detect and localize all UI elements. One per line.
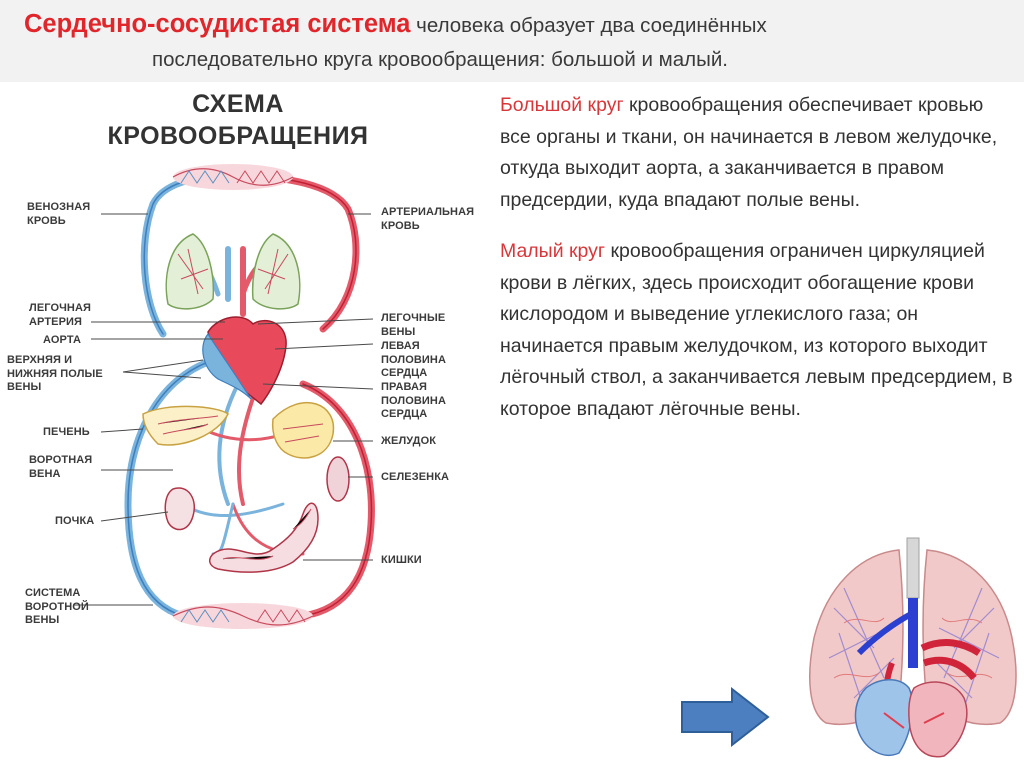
diagram-title-line1: СХЕМА	[192, 90, 284, 118]
label-portal-system: СИСТЕМА ВОРОТНОЙ ВЕНЫ	[25, 587, 89, 626]
diagram-title-line2: КРОВООБРАЩЕНИЯ	[107, 122, 369, 150]
systemic-circulation-term: Большой круг	[500, 94, 624, 116]
pulmonary-circulation-term: Малый круг	[500, 240, 606, 262]
label-pulmonary-artery: ЛЕГОЧНАЯ АРТЕРИЯ	[29, 302, 92, 328]
header-bar	[0, 0, 1024, 82]
title-highlight: Сердечно-сосудистая система	[24, 10, 411, 38]
description-text	[500, 90, 1015, 445]
label-portal-vein: ВОРОТНАЯ ВЕНА	[29, 454, 93, 480]
right-arrow-icon[interactable]	[680, 686, 772, 748]
label-venous-blood: ВЕНОЗНАЯ КРОВЬ	[27, 201, 91, 227]
label-spleen: СЕЛЕЗЕНКА	[381, 471, 450, 483]
title-rest: человека образует два соединённых	[410, 14, 767, 37]
label-arterial-blood: АРТЕРИАЛЬНАЯ КРОВЬ	[381, 206, 475, 232]
pulmonary-circulation-paragraph: Малый круг кровообращения ограничен циркуляцией крови в лёгких, здесь происходит обогащение крови кислородом и выведение углекислого газа; он начинается правым желудочком, из которого выходит лёгочный ствол, а заканчивается левым предсердием, в которое впадают лёгочные вены.	[500, 240, 1013, 420]
label-liver: ПЕЧЕНЬ	[43, 426, 90, 438]
lungs-shape	[166, 234, 299, 309]
label-kidney: ПОЧКА	[55, 515, 95, 527]
heart-shape	[203, 317, 286, 404]
circulation-diagram	[3, 84, 473, 648]
label-intestines: КИШКИ	[381, 554, 422, 566]
label-vena-cava: ВЕРХНЯЯ И НИЖНЯЯ ПОЛЫЕ ВЕНЫ	[7, 354, 103, 393]
slide-title	[24, 10, 1014, 39]
label-aorta: АОРТА	[43, 334, 82, 346]
systemic-circulation-paragraph: Большой круг кровообращения обеспечивает кровью все органы и ткани, он начинается в левом желудочке, откуда выходит аорта, а заканчивается в правом предсердии, куда впадают полые вены.	[500, 94, 998, 211]
label-pulmonary-veins: ЛЕГОЧНЫЕ ВЕНЫ	[381, 312, 446, 338]
lungs-heart-image	[804, 528, 1022, 764]
label-stomach: ЖЕЛУДОК	[381, 435, 437, 447]
label-right-heart: ПРАВАЯ ПОЛОВИНА СЕРДЦА	[381, 381, 447, 420]
label-left-heart: ЛЕВАЯ ПОЛОВИНА СЕРДЦА	[381, 340, 447, 379]
slide-subtitle: последовательно круга кровообращения: большой и малый.	[152, 48, 728, 71]
